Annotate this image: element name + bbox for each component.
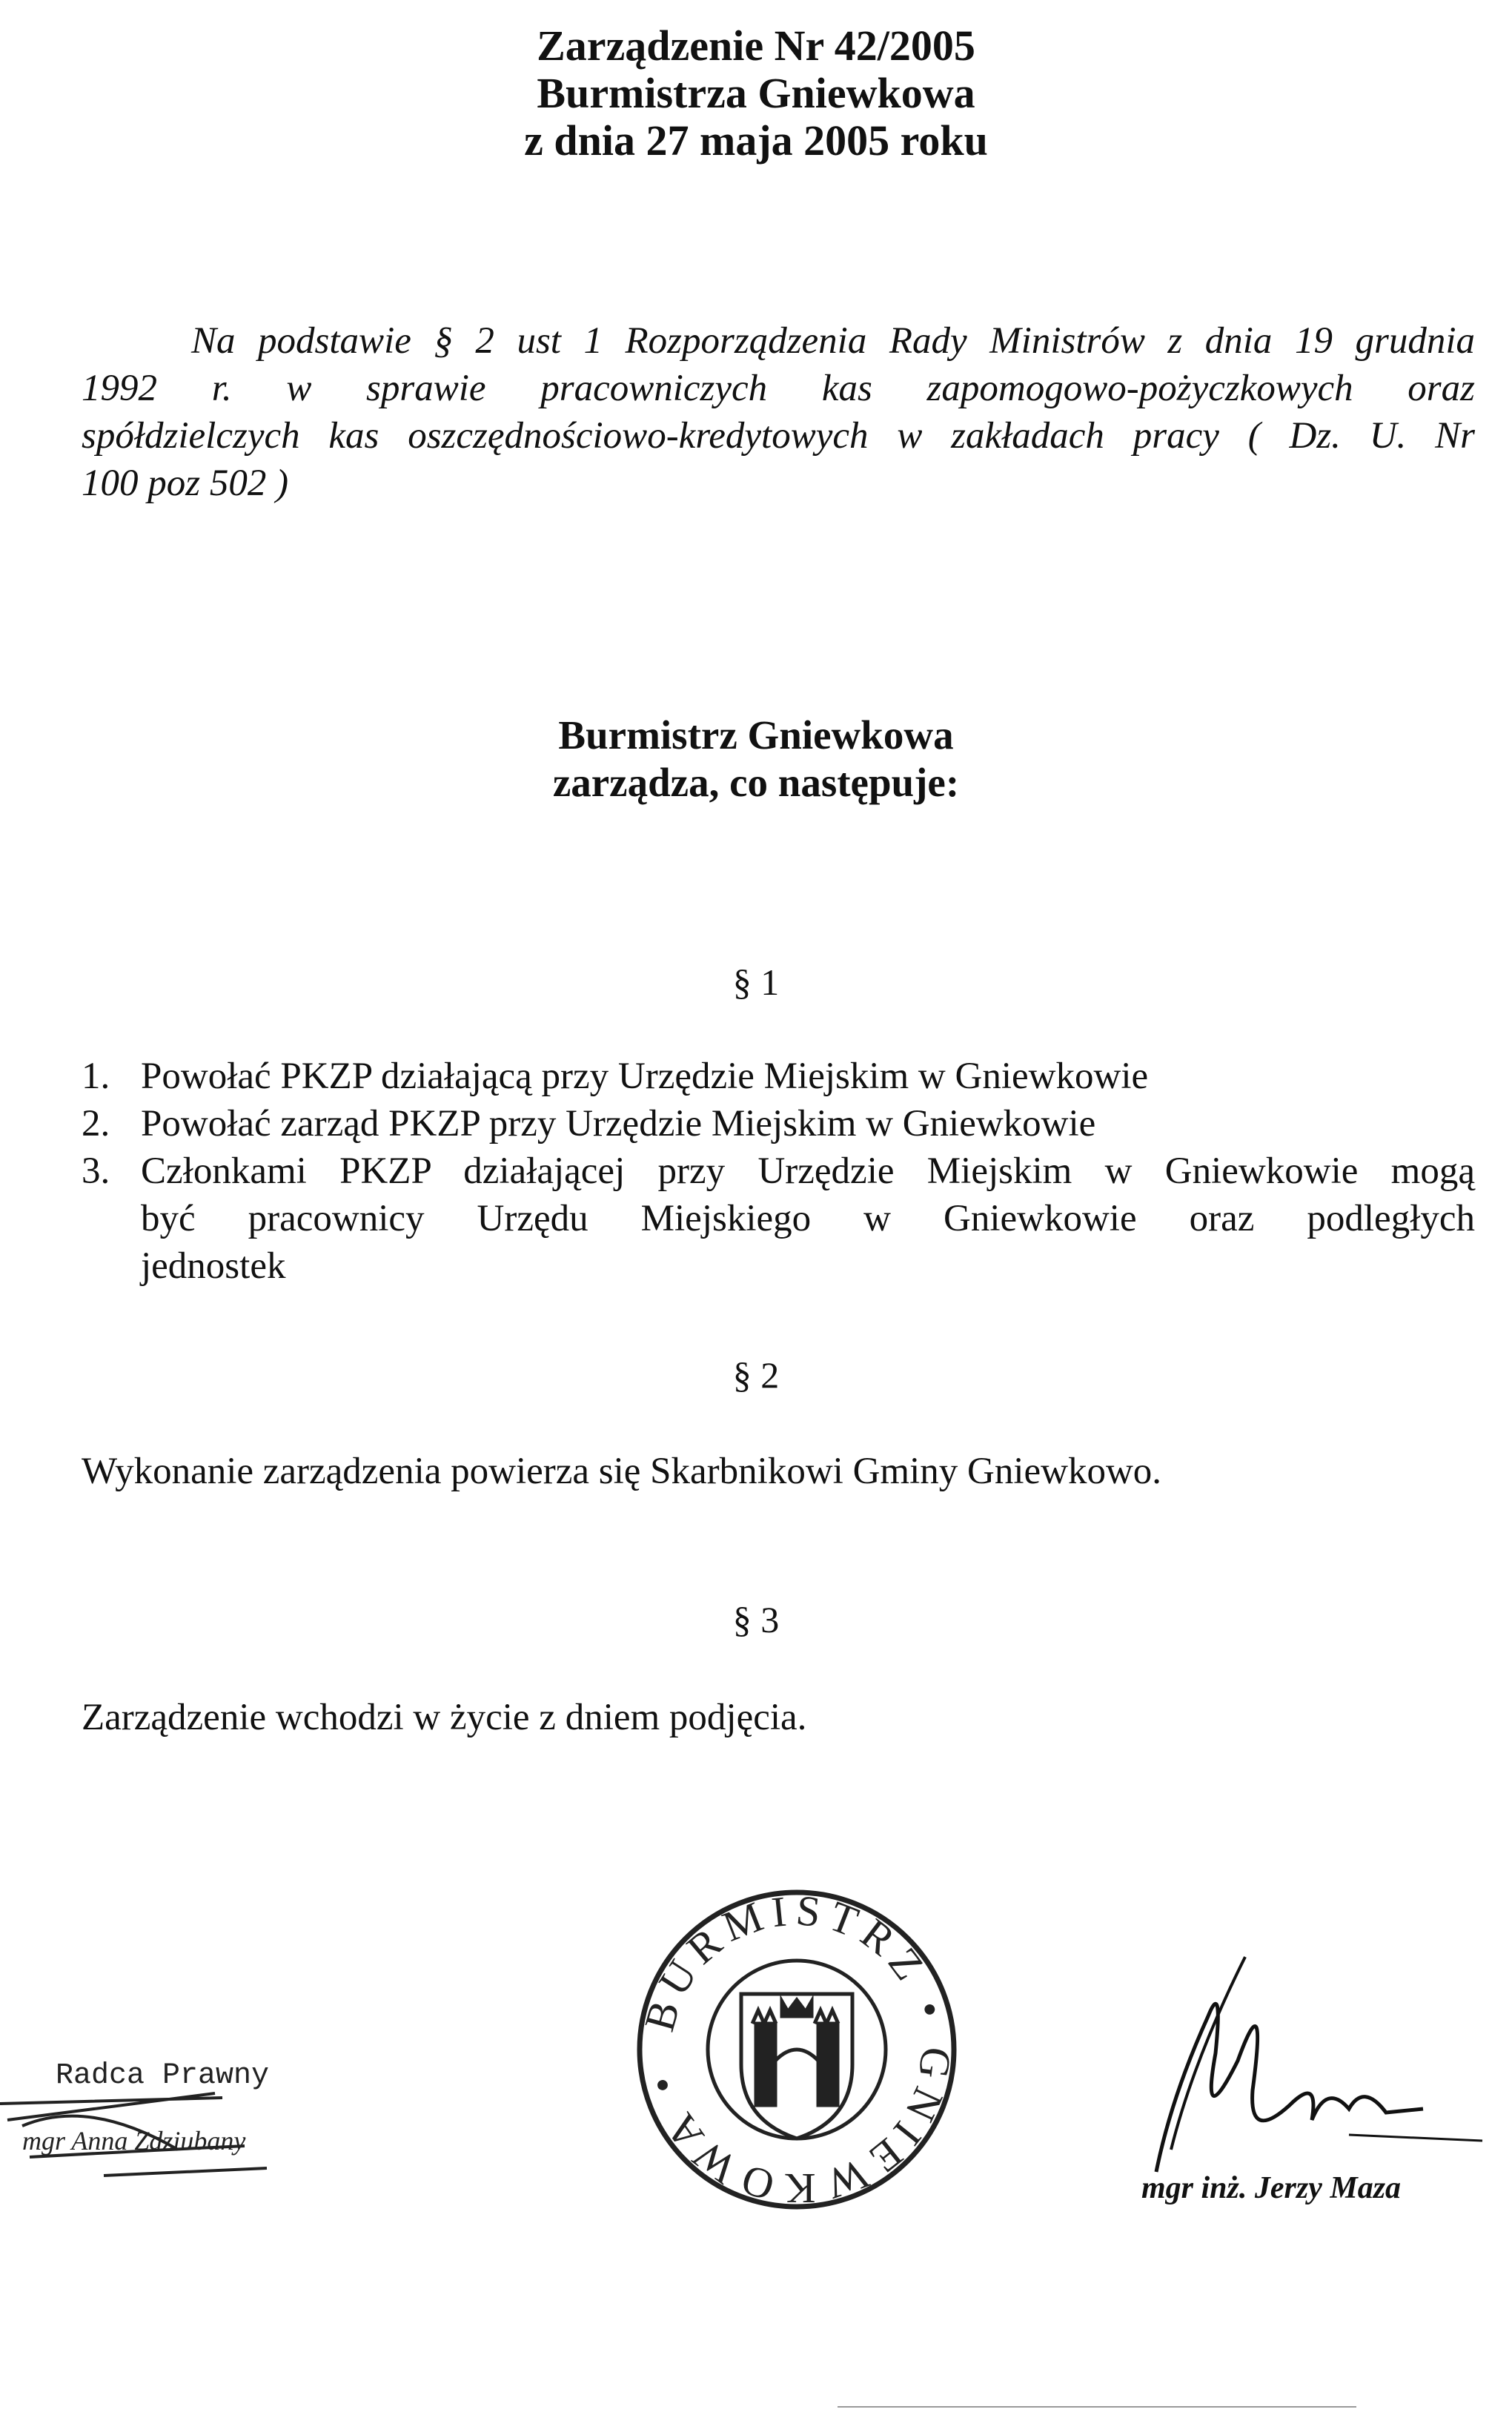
decree-heading <box>0 712 1512 806</box>
section-3-mark: § 3 <box>732 1599 780 1640</box>
list-item-text: jednostek <box>141 1245 286 1287</box>
list-item-text: Członkami PKZP działającej przy Urzędzie Miejskim w Gniewkowie mogą <box>141 1150 1475 1192</box>
legal-counsel-name: mgr Anna Zdziubany <box>22 2126 246 2156</box>
list-item-number: 3. <box>82 1150 110 1192</box>
seal-text: BURMISTRZ • GNIEWKOWA • <box>634 1886 961 2213</box>
legal-basis-line: 1992 r. w sprawie pracowniczych kas zapomogowo-pożyczkowych oraz <box>82 368 1475 409</box>
coat-of-arms-icon <box>741 1994 852 2139</box>
legal-basis-line: spółdzielczych kas oszczędnościowo-kredytowych w zakładach pracy ( Dz. U. Nr <box>82 415 1475 457</box>
section-1-list <box>82 1053 1475 1290</box>
decree-date: z dnia 27 maja 2005 roku <box>524 116 988 165</box>
list-item <box>82 1053 1475 1100</box>
decree-heading-line: Burmistrz Gniewkowa <box>558 712 954 758</box>
section-2-mark: § 2 <box>732 1354 780 1396</box>
decree-heading-line: zarządza, co następuje: <box>552 760 960 805</box>
legal-basis-line: 100 poz 502 ) <box>82 463 289 504</box>
list-item-text: Powołać zarząd PKZP przy Urzędzie Miejskim w Gniewkowie <box>141 1103 1096 1144</box>
legal-counsel-signature <box>0 2038 415 2209</box>
list-item-number: 2. <box>82 1103 110 1144</box>
list-item <box>82 1147 1475 1290</box>
official-seal <box>630 1883 964 2216</box>
section-2-text: Wykonanie zarządzenia powierza się Skarbnikowi Gminy Gniewkowo. <box>82 1451 1162 1492</box>
issuer: Burmistrza Gniewkowa <box>537 69 975 117</box>
list-item-text: Powołać PKZP działającą przy Urzędzie Miejskim w Gniewkowie <box>141 1056 1149 1097</box>
mayor-name: mgr inż. Jerzy Maza <box>1141 2171 1402 2205</box>
section-1-mark: § 1 <box>732 961 780 1003</box>
decree-number: Zarządzenie Nr 42/2005 <box>537 21 975 70</box>
bottom-rule <box>838 2406 1356 2408</box>
list-item-text: być pracownicy Urzędu Miejskiego w Gniewkowie oraz podległych <box>141 1198 1475 1239</box>
mayor-signature <box>1127 1949 1497 2216</box>
legal-counsel-title: Radca Prawny <box>56 2059 270 2093</box>
legal-basis <box>82 317 1475 507</box>
document-header <box>0 22 1512 165</box>
legal-basis-line: Na podstawie § 2 ust 1 Rozporządzenia Rady Ministrów z dnia 19 grudnia <box>191 320 1475 362</box>
section-3-text: Zarządzenie wchodzi w życie z dniem podjęcia. <box>82 1697 807 1738</box>
list-item <box>82 1100 1475 1147</box>
list-item-number: 1. <box>82 1056 110 1097</box>
